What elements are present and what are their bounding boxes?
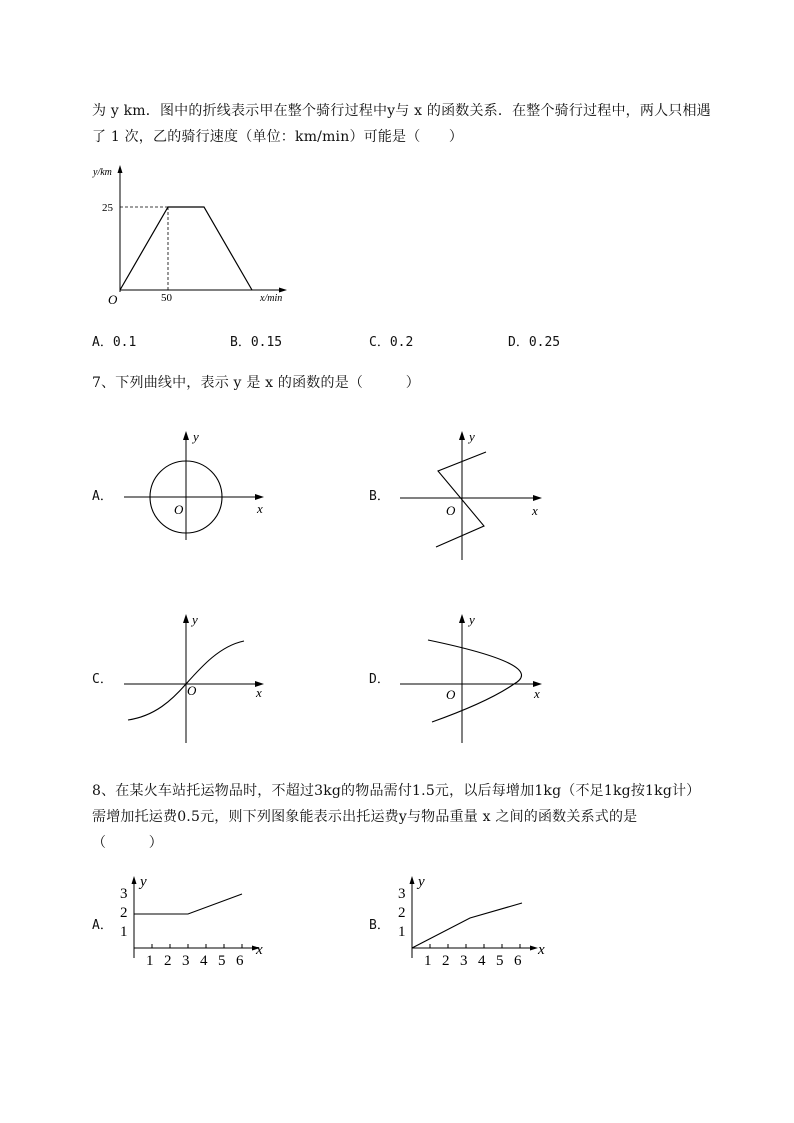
- q7d-x-label: x: [534, 686, 540, 701]
- q7-option-a-label[interactable]: A．: [92, 489, 113, 504]
- q8a-y-tick-2: 2: [120, 905, 128, 921]
- q7a-origin-label: O: [174, 502, 184, 517]
- q6-graph: [90, 160, 300, 310]
- q6-origin-label: O: [108, 292, 118, 307]
- q8-option-b-label[interactable]: B．: [369, 918, 390, 933]
- q7b-origin-label: O: [446, 503, 456, 518]
- q8b-x-label: x: [538, 942, 545, 958]
- q8b-x-tick-4: 4: [478, 953, 486, 969]
- q7-option-c-label[interactable]: C．: [92, 672, 113, 687]
- q7-option-b-label[interactable]: B．: [369, 489, 390, 504]
- q8b-x-tick-2: 2: [442, 953, 450, 969]
- q6-option-d[interactable]: D．0.25: [508, 335, 561, 350]
- q7a-y-label: y: [193, 429, 199, 444]
- q8b-x-tick-5: 5: [496, 953, 504, 969]
- q8a-x-tick-2: 2: [164, 953, 172, 969]
- q8a-x-tick-1: 1: [146, 953, 154, 969]
- q7-stem: 7、下列曲线中，表示 y 是 x 的函数的是（ ）: [92, 375, 420, 391]
- q8a-x-tick-5: 5: [218, 953, 226, 969]
- q7a-x-label: x: [257, 501, 263, 516]
- q7c-origin-label: O: [187, 683, 197, 698]
- q8a-y-tick-3: 3: [120, 886, 128, 902]
- q8-graph-b: [394, 872, 550, 972]
- q8a-x-tick-4: 4: [200, 953, 208, 969]
- q8b-x-tick-6: 6: [514, 953, 522, 969]
- q8a-x-tick-6: 6: [236, 953, 244, 969]
- q7c-x-label: x: [256, 685, 262, 700]
- q6-option-b[interactable]: B．0.15: [230, 335, 283, 350]
- q6-x-tick-50: 50: [161, 292, 172, 304]
- q8-text-line3: （ ）: [92, 835, 163, 851]
- q8b-x-tick-3: 3: [460, 953, 468, 969]
- q7b-y-label: y: [469, 429, 475, 444]
- q7c-y-label: y: [192, 612, 198, 627]
- q6-text-line2: 了 1 次，乙的骑行速度（单位：km/min）可能是（ ）: [92, 129, 464, 145]
- q8a-y-tick-1: 1: [120, 924, 128, 940]
- q6-y-tick-25: 25: [102, 202, 113, 214]
- q8-option-a-label[interactable]: A．: [92, 918, 113, 933]
- q7b-x-label: x: [532, 503, 538, 518]
- q8b-y-tick-2: 2: [398, 905, 406, 921]
- q6-option-c[interactable]: C．0.2: [369, 335, 414, 350]
- q6-text-line1: 为 y km．图中的折线表示甲在整个骑行过程中y与 x 的函数关系．在整个骑行过程中，两人只相遇: [92, 103, 711, 119]
- q8b-y-tick-1: 1: [398, 924, 406, 940]
- q7-graph-d-parabola: [398, 608, 548, 748]
- q8a-x-label: x: [256, 942, 263, 958]
- q7-graph-c-scurve: [120, 608, 270, 748]
- q7d-y-label: y: [469, 612, 475, 627]
- q8b-x-tick-1: 1: [424, 953, 432, 969]
- q7-graph-b-zigzag: [398, 425, 548, 565]
- q8a-y-label: y: [140, 874, 147, 890]
- q8b-y-label: y: [418, 874, 425, 890]
- q6-x-axis-label: x/min: [260, 293, 283, 304]
- q7-graph-a-circle: [120, 425, 270, 545]
- q8-graph-a: [116, 872, 272, 972]
- q7-option-d-label[interactable]: D．: [369, 672, 390, 687]
- q6-y-axis-label: y/km: [93, 167, 112, 178]
- q8-text-line2: 需增加托运费0.5元，则下列图象能表示出托运费y与物品重量 x 之间的函数关系式的是: [92, 809, 638, 825]
- q7d-origin-label: O: [446, 687, 456, 702]
- q8b-y-tick-3: 3: [398, 886, 406, 902]
- q8-text-line1: 8、在某火车站托运物品时，不超过3kg的物品需付1.5元，以后每增加1kg（不足1kg按1kg计）: [92, 783, 701, 799]
- q8a-x-tick-3: 3: [182, 953, 190, 969]
- q6-option-a[interactable]: A．0.1: [92, 335, 137, 350]
